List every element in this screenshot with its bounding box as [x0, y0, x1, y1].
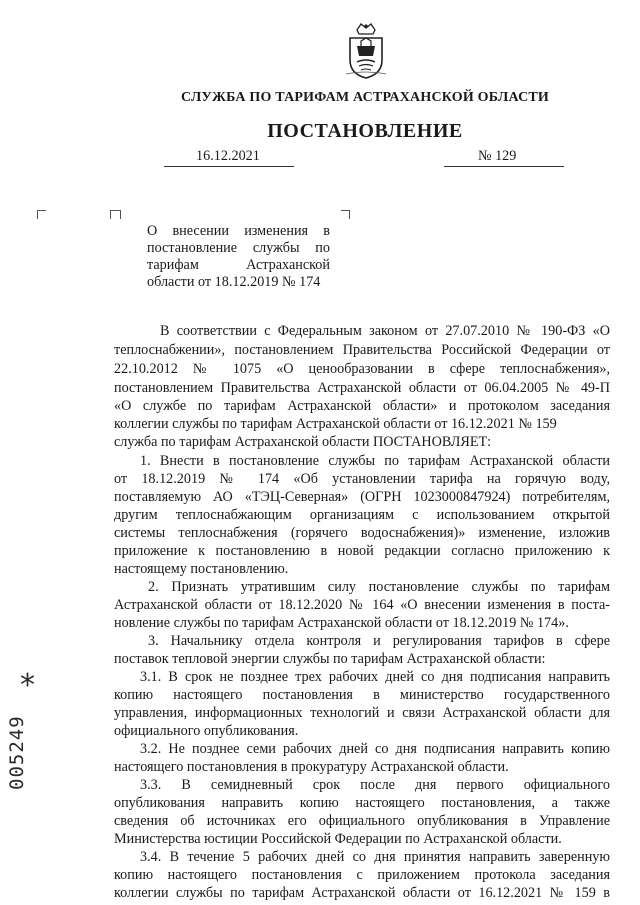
body-line: коллегии службы по тарифам Астраханской области от 16.12.2021 № 159 [114, 416, 557, 432]
body-line: «О службе по тарифам Астраханской области» и протоколом заседания [114, 398, 610, 414]
corner-mark [341, 210, 350, 219]
body-line: другим теплоснабжающим организациям с использованием открытой [114, 507, 610, 523]
body-line: копию настоящего постановления в министерство государственного [114, 687, 610, 703]
body-line: В соответствии с Федеральным законом от 27.07.2010 № 190-ФЗ «О [160, 323, 610, 339]
body-line: управления, информационных технологий и связи Астраханской области для [114, 705, 610, 721]
subject-line: области от 18.12.2019 № 174 [147, 274, 321, 290]
body-line: системы теплоснабжения (горячего водоснабжения)» изменение, изложив [114, 525, 610, 541]
body-line: постановлением Правительства Астраханской области от 06.04.2005 № 49-П [114, 380, 610, 396]
body-line: опубликования направить копию настоящего постановления, а также [114, 795, 610, 811]
body-line: копию настоящего постановления с приложением протокола заседания [114, 867, 610, 883]
body-line: официального опубликования. [114, 723, 299, 739]
subject-line: постановление службы по [147, 240, 330, 256]
body-line: коллегии службы по тарифам Астраханской области от 16.12.2021 № 159 в [114, 885, 610, 901]
body-line: приложение к постановлению в новой редакции согласно приложению к [114, 543, 610, 559]
margin-serial-number: 005249 [6, 715, 28, 790]
body-line: 2. Признать утратившим силу постановление службы по тарифам [148, 579, 610, 595]
margin-star-mark: * [20, 668, 35, 703]
date-underline [164, 166, 294, 167]
corner-mark [37, 210, 46, 219]
subject-line: О внесении изменения в [147, 223, 330, 239]
body-line: 3.4. В течение 5 рабочих дней со дня принятия направить заверенную [140, 849, 610, 865]
body-line: 3.3. В семидневный срок после дня первого официального [140, 777, 610, 793]
body-line: 1. Внести в постановление службы по тарифам Астраханской области [140, 453, 610, 469]
body-line: 3. Начальнику отдела контроля и регулирования тарифов в сфере [148, 633, 610, 649]
body-line: настоящему постановлению. [114, 561, 289, 577]
body-line: сведения об источниках его официального опубликования в Управление [114, 813, 610, 829]
body-line: 22.10.2012 № 1075 «О ценообразовании в сфере теплоснабжения», [114, 361, 610, 377]
subject-line: тарифам Астраханской [147, 257, 330, 273]
body-line: служба по тарифам Астраханской области ПОСТАНОВЛЯЕТ: [114, 434, 492, 450]
body-line: настоящего постановления в прокуратуру Астраханской области. [114, 759, 509, 775]
body-line: 3.1. В срок не позднее трех рабочих дней со дня подписания направить [140, 669, 610, 685]
body-line: Астраханской области от 18.12.2020 № 164 «О внесении изменения в поста- [114, 597, 610, 613]
body-line: Министерства юстиции Российской Федерации по Астраханской области. [114, 831, 562, 847]
organization-title: СЛУЖБА ПО ТАРИФАМ АСТРАХАНСКОЙ ОБЛАСТИ [180, 90, 550, 105]
body-line: теплоснабжении», постановлением Правительства Российской Федерации от [114, 342, 610, 358]
coat-of-arms-icon [345, 22, 387, 80]
document-type-title: ПОСТАНОВЛЕНИЕ [267, 120, 463, 142]
document-date: 16.12.2021 [196, 148, 260, 164]
body-line: 3.2. Не позднее семи рабочих дней со дня подписания направить копию [140, 741, 610, 757]
document-number: № 129 [478, 148, 517, 164]
number-underline [444, 166, 564, 167]
body-line: от 18.12.2019 № 174 «Об установлении тарифа на горячую воду, [114, 471, 610, 487]
body-line: поставляемую АО «ТЭЦ-Северная» (ОГРН 1023000847924) потребителям, [114, 489, 610, 505]
corner-mark [112, 210, 121, 219]
body-line: новление службы по тарифам Астраханской области от 18.12.2019 № 174». [114, 615, 569, 631]
body-line: поставок тепловой энергии службы по тарифам Астраханской области: [114, 651, 546, 667]
